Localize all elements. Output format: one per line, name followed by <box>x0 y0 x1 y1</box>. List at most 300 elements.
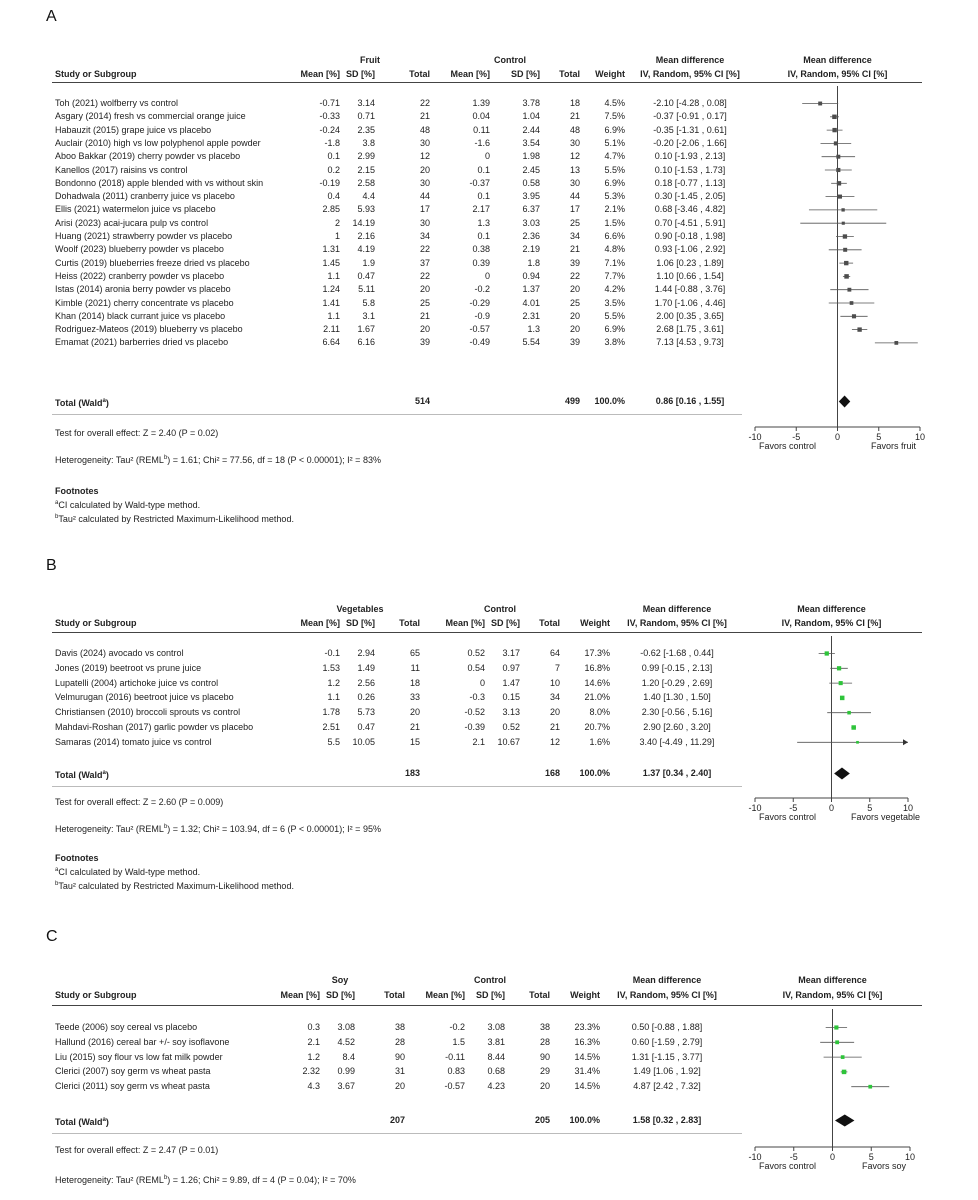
total-label-text: Total (Wald <box>55 1117 103 1127</box>
treatment-sd-header: SD [%] <box>326 990 355 1000</box>
study-md-ci: 0.99 [-0.15 , 2.13] <box>641 662 713 673</box>
control-sd: 3.08 <box>487 1022 505 1032</box>
treatment-mean: 1.78 <box>322 707 340 718</box>
favors-control-label: Favors control <box>759 812 817 822</box>
x-axis-tick-label: 5 <box>868 1152 874 1162</box>
pooled-effect-diamond <box>839 396 850 408</box>
study-name: Toh (2021) wolfberry vs control <box>55 98 179 108</box>
control-n: 20 <box>569 284 580 295</box>
x-axis-tick-label: -5 <box>792 432 801 442</box>
study-md-ci: 1.10 [0.66 , 1.54] <box>656 270 724 281</box>
total-label-close: ) <box>105 770 109 780</box>
table-bottom-rule <box>52 414 742 415</box>
treatment-group-header: Fruit <box>360 55 380 65</box>
study-weight: 7.7% <box>604 270 625 281</box>
study-md-ci: -0.35 [-1.31 , 0.61] <box>653 124 727 135</box>
control-n: 39 <box>569 337 580 348</box>
control-mean: -0.29 <box>469 297 490 308</box>
study-name: Davis (2024) avocado vs control <box>55 648 184 658</box>
control-mean: 1.3 <box>477 217 490 228</box>
heterogeneity-text: Heterogeneity: Tau² (REML <box>55 1175 164 1185</box>
study-md-ci: -0.37 [-0.91 , 0.17] <box>653 111 727 122</box>
treatment-mean: 2 <box>334 217 340 228</box>
study-name: Kanellos (2017) raisins vs control <box>55 164 188 175</box>
point-estimate-marker <box>847 288 851 292</box>
study-name: Lupatelli (2004) artichoke juice vs control <box>55 677 219 688</box>
control-mean: -1.6 <box>474 137 490 148</box>
treatment-mean: 1.1 <box>327 270 340 281</box>
treatment-sd: 2.99 <box>357 151 375 162</box>
treatment-total-header: Total <box>409 69 430 79</box>
control-sd: 2.45 <box>522 164 540 175</box>
control-n: 44 <box>569 191 580 202</box>
treatment-n: 44 <box>419 191 430 202</box>
point-estimate-marker <box>857 327 861 331</box>
treatment-mean: 2.32 <box>302 1066 320 1077</box>
study-name: Jones (2019) beetroot vs prune juice <box>55 662 202 673</box>
control-n: 90 <box>539 1051 550 1062</box>
study-name: Hallund (2016) cereal bar +/- soy isoflavone <box>55 1036 230 1047</box>
control-n: 64 <box>549 648 560 658</box>
study-weight: 1.5% <box>604 217 625 228</box>
control-sd: 10.67 <box>497 736 520 747</box>
point-estimate-marker <box>834 141 838 145</box>
treatment-n: 18 <box>409 677 420 688</box>
treatment-n: 15 <box>409 736 420 747</box>
control-sd: 2.19 <box>522 244 540 255</box>
study-weight: 2.1% <box>604 204 625 215</box>
study-name: Arisi (2023) acai-jucara pulp vs control <box>55 217 209 228</box>
study-name: Clerici (2007) soy germ vs wheat pasta <box>55 1066 211 1077</box>
treatment-n: 65 <box>409 648 420 658</box>
study-weight: 14.5% <box>574 1081 600 1092</box>
study-md-ci: 0.50 [-0.88 , 1.88] <box>631 1022 703 1032</box>
control-mean: -0.3 <box>469 692 485 703</box>
footnote-a <box>55 867 200 877</box>
study-md-ci: 1.20 [-0.29 , 2.69] <box>641 677 713 688</box>
heterogeneity-stats <box>55 824 381 834</box>
treatment-mean: -0.33 <box>319 111 340 122</box>
md-method-header: IV, Random, 95% CI [%] <box>640 69 740 79</box>
control-n: 48 <box>569 124 580 135</box>
study-weight: 4.7% <box>604 151 625 162</box>
study-name: Khan (2014) black currant juice vs placebo <box>55 310 226 321</box>
treatment-sd: 3.67 <box>337 1081 355 1092</box>
treatment-sd: 10.05 <box>352 736 375 747</box>
control-n: 20 <box>539 1081 550 1092</box>
header-rule <box>52 82 922 83</box>
study-weight: 17.3% <box>584 648 610 658</box>
study-weight: 7.5% <box>604 111 625 122</box>
treatment-sd: 2.56 <box>357 677 375 688</box>
table-bottom-rule <box>52 1133 742 1134</box>
treatment-n: 90 <box>394 1051 405 1062</box>
study-column-header: Study or Subgroup <box>55 69 137 79</box>
study-weight: 16.3% <box>574 1036 600 1047</box>
treatment-sd: 0.71 <box>357 111 375 122</box>
study-weight: 14.5% <box>574 1051 600 1062</box>
control-mean: 0.11 <box>473 124 490 135</box>
md-method-header: IV, Random, 95% CI [%] <box>617 990 717 1000</box>
study-md-ci: 3.40 [-4.49 , 11.29] <box>639 736 715 747</box>
study-md-ci: 0.10 [-1.93 , 2.13] <box>654 151 726 162</box>
study-name: Aboo Bakkar (2019) cherry powder vs placebo <box>55 151 241 162</box>
control-n: 10 <box>549 677 560 688</box>
study-md-ci: 1.40 [1.30 , 1.50] <box>643 692 711 703</box>
treatment-n: 20 <box>409 707 420 718</box>
control-n: 20 <box>549 707 560 718</box>
study-name: Rodriguez-Mateos (2019) blueberry vs placebo <box>55 324 243 335</box>
heterogeneity-sup: b <box>163 824 168 830</box>
favors-treatment-label: Favors soy <box>861 1161 906 1171</box>
treatment-group-header: Soy <box>331 975 349 985</box>
control-sd: 1.47 <box>502 677 520 688</box>
point-estimate-marker <box>837 181 841 185</box>
x-axis-tick-label: 0 <box>834 432 841 442</box>
heterogeneity-stats <box>55 1175 356 1185</box>
treatment-total-header: Total <box>384 990 405 1000</box>
plot-header-title: Mean difference <box>797 604 866 614</box>
study-md-ci: 4.87 [2.42 , 7.32] <box>633 1081 701 1092</box>
study-weight: 3.8% <box>604 337 625 348</box>
plot-header-title: Mean difference <box>803 55 872 65</box>
study-weight: 5.3% <box>604 191 625 202</box>
treatment-mean: 1.53 <box>322 662 340 673</box>
total-weight: 100.0% <box>579 768 610 778</box>
control-sd-header: SD [%] <box>511 69 540 79</box>
heterogeneity-stats <box>55 455 381 465</box>
study-name: Emamat (2021) barberries dried vs placebo <box>55 337 229 348</box>
footnote-a <box>55 500 200 510</box>
x-axis-tick-label: -10 <box>748 1152 762 1162</box>
footnotes-title: Footnotes <box>55 486 99 496</box>
total-weight: 100.0% <box>594 396 625 406</box>
treatment-sd: 2.15 <box>357 164 375 175</box>
study-md-ci: 0.60 [-1.59 , 2.79] <box>631 1036 703 1047</box>
total-label-text: Total (Wald <box>55 770 103 780</box>
x-axis-tick-label: 5 <box>876 432 882 442</box>
treatment-sd: 2.35 <box>357 124 375 135</box>
control-mean: 0.1 <box>477 164 490 175</box>
treatment-mean: -0.71 <box>319 98 340 108</box>
study-weight: 16.8% <box>584 662 610 673</box>
point-estimate-marker <box>836 155 840 159</box>
treatment-n: 34 <box>419 231 430 241</box>
study-weight: 5.5% <box>604 164 625 175</box>
treatment-sd: 5.73 <box>357 707 375 718</box>
ci-overflow-arrow <box>903 739 908 745</box>
control-n: 21 <box>569 111 580 122</box>
heterogeneity-rest: ) = 1.32; Chi² = 103.94, df = 6 (P < 0.00001); I² = 95% <box>167 824 381 834</box>
study-md-ci: 0.90 [-0.18 , 1.98] <box>654 231 726 241</box>
treatment-sd: 0.26 <box>357 692 375 703</box>
treatment-sd: 8.4 <box>342 1051 355 1062</box>
study-name: Teede (2006) soy cereal vs placebo <box>55 1022 198 1032</box>
pooled-effect-diamond <box>835 1115 854 1127</box>
treatment-mean: 1 <box>334 231 340 241</box>
control-n: 17 <box>569 204 580 215</box>
study-md-ci: 2.90 [2.60 , 3.20] <box>643 722 711 732</box>
treatment-mean-header: Mean [%] <box>300 618 340 628</box>
total-md-ci: 1.58 [0.32 , 2.83] <box>632 1115 702 1125</box>
control-mean: 0 <box>484 151 490 162</box>
footnotes-title: Footnotes <box>55 853 99 863</box>
footnote-a-text: CI calculated by Wald-type method. <box>58 500 201 510</box>
treatment-mean: 4.3 <box>307 1081 320 1092</box>
control-mean: -0.2 <box>449 1022 465 1032</box>
study-md-ci: 0.70 [-4.51 , 5.91] <box>654 217 726 228</box>
study-md-ci: 1.31 [-1.15 , 3.77] <box>631 1051 703 1062</box>
treatment-sd: 6.16 <box>357 337 375 348</box>
treatment-sd: 1.67 <box>357 324 375 335</box>
study-name: Bondonno (2018) apple blended with vs without skin <box>55 177 264 188</box>
treatment-sd: 3.14 <box>357 98 375 108</box>
treatment-sd: 3.8 <box>362 137 375 148</box>
point-estimate-marker <box>847 711 851 715</box>
control-mean: 0.1 <box>477 191 490 202</box>
treatment-sd: 5.93 <box>357 204 375 215</box>
treatment-sd-header: SD [%] <box>346 618 375 628</box>
treatment-mean: 0.3 <box>307 1022 320 1032</box>
control-n: 39 <box>569 257 580 268</box>
study-name: Asgary (2014) fresh vs commercial orange juice <box>55 111 246 122</box>
point-estimate-marker <box>841 1055 845 1059</box>
control-sd: 1.8 <box>527 257 540 268</box>
point-estimate-marker <box>835 1040 839 1044</box>
heterogeneity-rest: ) = 1.26; Chi² = 9.89, df = 4 (P = 0.04); I² = 70% <box>167 1175 356 1185</box>
footnote-a-sup: a <box>55 867 59 873</box>
treatment-sd: 0.99 <box>337 1066 355 1077</box>
study-weight: 5.1% <box>604 137 625 148</box>
favors-control-label: Favors control <box>759 1161 817 1171</box>
study-md-ci: 0.68 [-3.46 , 4.82] <box>654 204 726 215</box>
study-name: Samaras (2014) tomato juice vs control <box>55 736 212 747</box>
plot-method-header: IV, Random, 95% CI [%] <box>782 990 883 1000</box>
x-axis-tick-label: -10 <box>748 803 762 813</box>
footnote-b <box>55 514 294 524</box>
treatment-sd: 2.94 <box>357 648 375 658</box>
treatment-n: 20 <box>419 164 430 175</box>
control-sd: 6.37 <box>522 204 540 215</box>
control-sd: 3.81 <box>487 1036 505 1047</box>
panel-letter: C <box>46 928 58 945</box>
treatment-mean: 1.1 <box>327 692 340 703</box>
control-total-header: Total <box>559 69 580 79</box>
treatment-n: 25 <box>419 297 430 308</box>
control-n: 30 <box>569 137 580 148</box>
treatment-mean: 1.24 <box>322 284 340 295</box>
treatment-mean-header: Mean [%] <box>280 990 320 1000</box>
study-md-ci: 0.93 [-1.06 , 2.92] <box>654 244 726 255</box>
study-name: Curtis (2019) blueberries freeze dried vs placebo <box>55 257 250 268</box>
study-weight: 7.1% <box>604 257 625 268</box>
control-sd-header: SD [%] <box>491 618 520 628</box>
total-weight: 100.0% <box>569 1115 600 1125</box>
x-axis-tick-label: 5 <box>867 803 873 813</box>
control-sd: 2.44 <box>522 124 540 135</box>
point-estimate-marker <box>844 274 849 279</box>
control-mean: 1.5 <box>452 1036 465 1047</box>
point-estimate-marker <box>868 1085 872 1089</box>
control-sd: 3.17 <box>502 648 520 658</box>
control-mean: 0.38 <box>472 244 490 255</box>
control-n: 21 <box>569 244 580 255</box>
treatment-total-header: Total <box>399 618 420 628</box>
header-rule <box>52 1005 922 1006</box>
point-estimate-marker <box>840 696 845 701</box>
treatment-mean: 6.64 <box>322 337 340 348</box>
treatment-sd: 2.16 <box>357 231 375 241</box>
study-name: Huang (2021) strawberry powder vs placebo <box>55 231 233 241</box>
control-n: 21 <box>549 722 560 732</box>
x-axis-tick-label: 0 <box>829 1152 836 1162</box>
study-name: Dohadwala (2011) cranberry juice vs placebo <box>55 191 235 202</box>
treatment-sd: 5.8 <box>362 297 375 308</box>
treatment-mean: 1.41 <box>322 297 340 308</box>
control-n: 28 <box>539 1036 550 1047</box>
control-sd: 3.95 <box>522 191 540 202</box>
total-control-n: 168 <box>544 768 560 778</box>
control-mean: -0.2 <box>474 284 490 295</box>
total-label-sup: a <box>102 770 106 776</box>
treatment-mean: 2.1 <box>307 1036 320 1047</box>
study-md-ci: 1.06 [0.23 , 1.89] <box>656 257 724 268</box>
treatment-sd: 3.08 <box>337 1022 355 1032</box>
treatment-mean: -0.24 <box>319 124 340 135</box>
study-md-ci: 1.70 [-1.06 , 4.46] <box>654 297 726 308</box>
control-mean: -0.9 <box>474 310 490 321</box>
treatment-sd-header: SD [%] <box>346 69 375 79</box>
control-mean: 1.39 <box>472 98 490 108</box>
treatment-mean: -0.19 <box>319 177 340 188</box>
treatment-n: 48 <box>419 124 430 135</box>
control-sd: 1.04 <box>522 111 540 122</box>
heterogeneity-sup: b <box>163 455 168 461</box>
treatment-n: 38 <box>394 1022 405 1032</box>
treatment-n: 30 <box>419 217 430 228</box>
treatment-mean: -1.8 <box>324 137 340 148</box>
study-weight: 6.9% <box>604 124 625 135</box>
footnote-a-text: CI calculated by Wald-type method. <box>58 867 201 877</box>
treatment-n: 30 <box>419 177 430 188</box>
treatment-mean: 0.1 <box>327 151 340 162</box>
total-treatment-n: 514 <box>414 396 430 406</box>
control-group-header: Control <box>484 604 516 614</box>
study-weight: 31.4% <box>574 1066 600 1077</box>
study-name: Habauzit (2015) grape juice vs placebo <box>55 124 212 135</box>
study-weight: 23.3% <box>574 1022 600 1032</box>
x-axis-tick-label: -5 <box>789 1152 798 1162</box>
study-name: Ellis (2021) watermelon juice vs placebo <box>55 204 216 215</box>
study-md-ci: 7.13 [4.53 , 9.73] <box>656 337 724 348</box>
study-name: Heiss (2022) cranberry powder vs placebo <box>55 270 225 281</box>
md-header-title: Mean difference <box>642 604 712 614</box>
point-estimate-marker <box>852 314 856 318</box>
control-mean: 0.04 <box>472 111 490 122</box>
study-weight: 20.7% <box>584 722 610 732</box>
study-md-ci: -0.20 [-2.06 , 1.66] <box>653 137 727 148</box>
control-n: 30 <box>569 177 580 188</box>
study-weight: 6.6% <box>604 231 625 241</box>
control-mean: -0.49 <box>469 337 490 348</box>
control-mean: 0.39 <box>472 257 490 268</box>
study-name: Velmurugan (2016) beetroot juice vs placebo <box>55 692 234 703</box>
point-estimate-marker <box>844 261 848 265</box>
total-label-sup: a <box>102 1117 106 1123</box>
treatment-mean: 1.45 <box>322 257 340 268</box>
treatment-n: 21 <box>409 722 420 732</box>
treatment-n: 20 <box>419 284 430 295</box>
total-treatment-n: 183 <box>404 768 420 778</box>
md-method-header: IV, Random, 95% CI [%] <box>627 618 727 628</box>
total-label <box>55 768 109 781</box>
study-name: Christiansen (2010) broccoli sprouts vs control <box>55 707 241 718</box>
point-estimate-marker <box>894 341 898 345</box>
control-mean: 2.17 <box>472 204 490 215</box>
treatment-n: 21 <box>419 310 430 321</box>
point-estimate-marker <box>818 102 822 106</box>
study-md-ci: 0.18 [-0.77 , 1.13] <box>654 177 726 188</box>
treatment-mean: 0.2 <box>327 164 340 175</box>
control-mean: -0.57 <box>469 324 490 335</box>
point-estimate-marker <box>851 725 855 729</box>
control-sd: 2.36 <box>522 231 540 241</box>
study-md-ci: -2.10 [-4.28 , 0.08] <box>653 98 727 108</box>
weight-header: Weight <box>580 618 610 628</box>
control-n: 34 <box>569 231 580 241</box>
x-axis-tick-label: -10 <box>748 432 762 442</box>
control-mean: -0.37 <box>469 177 490 188</box>
control-sd: 2.31 <box>522 310 540 321</box>
control-n: 34 <box>549 692 560 703</box>
treatment-sd: 4.19 <box>357 244 375 255</box>
x-axis-tick-label: 10 <box>914 432 926 442</box>
heterogeneity-text: Heterogeneity: Tau² (REML <box>55 824 164 834</box>
study-name: Clerici (2011) soy germ vs wheat pasta <box>55 1081 210 1092</box>
total-control-n: 205 <box>534 1115 550 1125</box>
x-axis-tick-label: 10 <box>902 803 914 813</box>
x-axis-tick-label: 10 <box>904 1152 916 1162</box>
study-column-header: Study or Subgroup <box>55 618 137 628</box>
point-estimate-marker <box>832 128 836 132</box>
treatment-sd: 0.47 <box>357 270 375 281</box>
control-n: 12 <box>549 736 560 747</box>
treatment-mean: 1.1 <box>327 310 340 321</box>
favors-treatment-label: Favors vegetable <box>850 812 920 822</box>
favors-control-label: Favors control <box>759 441 817 451</box>
control-sd: 4.01 <box>522 297 540 308</box>
study-weight: 4.5% <box>604 98 625 108</box>
x-axis-tick-label: 0 <box>828 803 835 813</box>
treatment-mean: 1.31 <box>322 244 340 255</box>
control-group-header: Control <box>494 55 526 65</box>
point-estimate-marker <box>850 301 854 305</box>
total-label-sup: a <box>102 398 106 404</box>
control-mean: 0 <box>484 270 490 281</box>
control-mean: 0.52 <box>467 648 485 658</box>
study-weight: 21.0% <box>584 692 610 703</box>
treatment-group-header: Vegetables <box>336 604 384 614</box>
heterogeneity-rest: ) = 1.61; Chi² = 77.56, df = 18 (P < 0.00001); I² = 83% <box>167 455 381 465</box>
study-name: Kimble (2021) cherry concentrate vs placebo <box>55 297 234 308</box>
control-sd: 1.37 <box>522 284 540 295</box>
point-estimate-marker <box>838 195 842 199</box>
treatment-sd: 4.4 <box>362 191 375 202</box>
control-total-header: Total <box>539 618 560 628</box>
total-label-text: Total (Wald <box>55 398 103 408</box>
treatment-mean: 2.51 <box>322 722 340 732</box>
treatment-n: 37 <box>419 257 430 268</box>
